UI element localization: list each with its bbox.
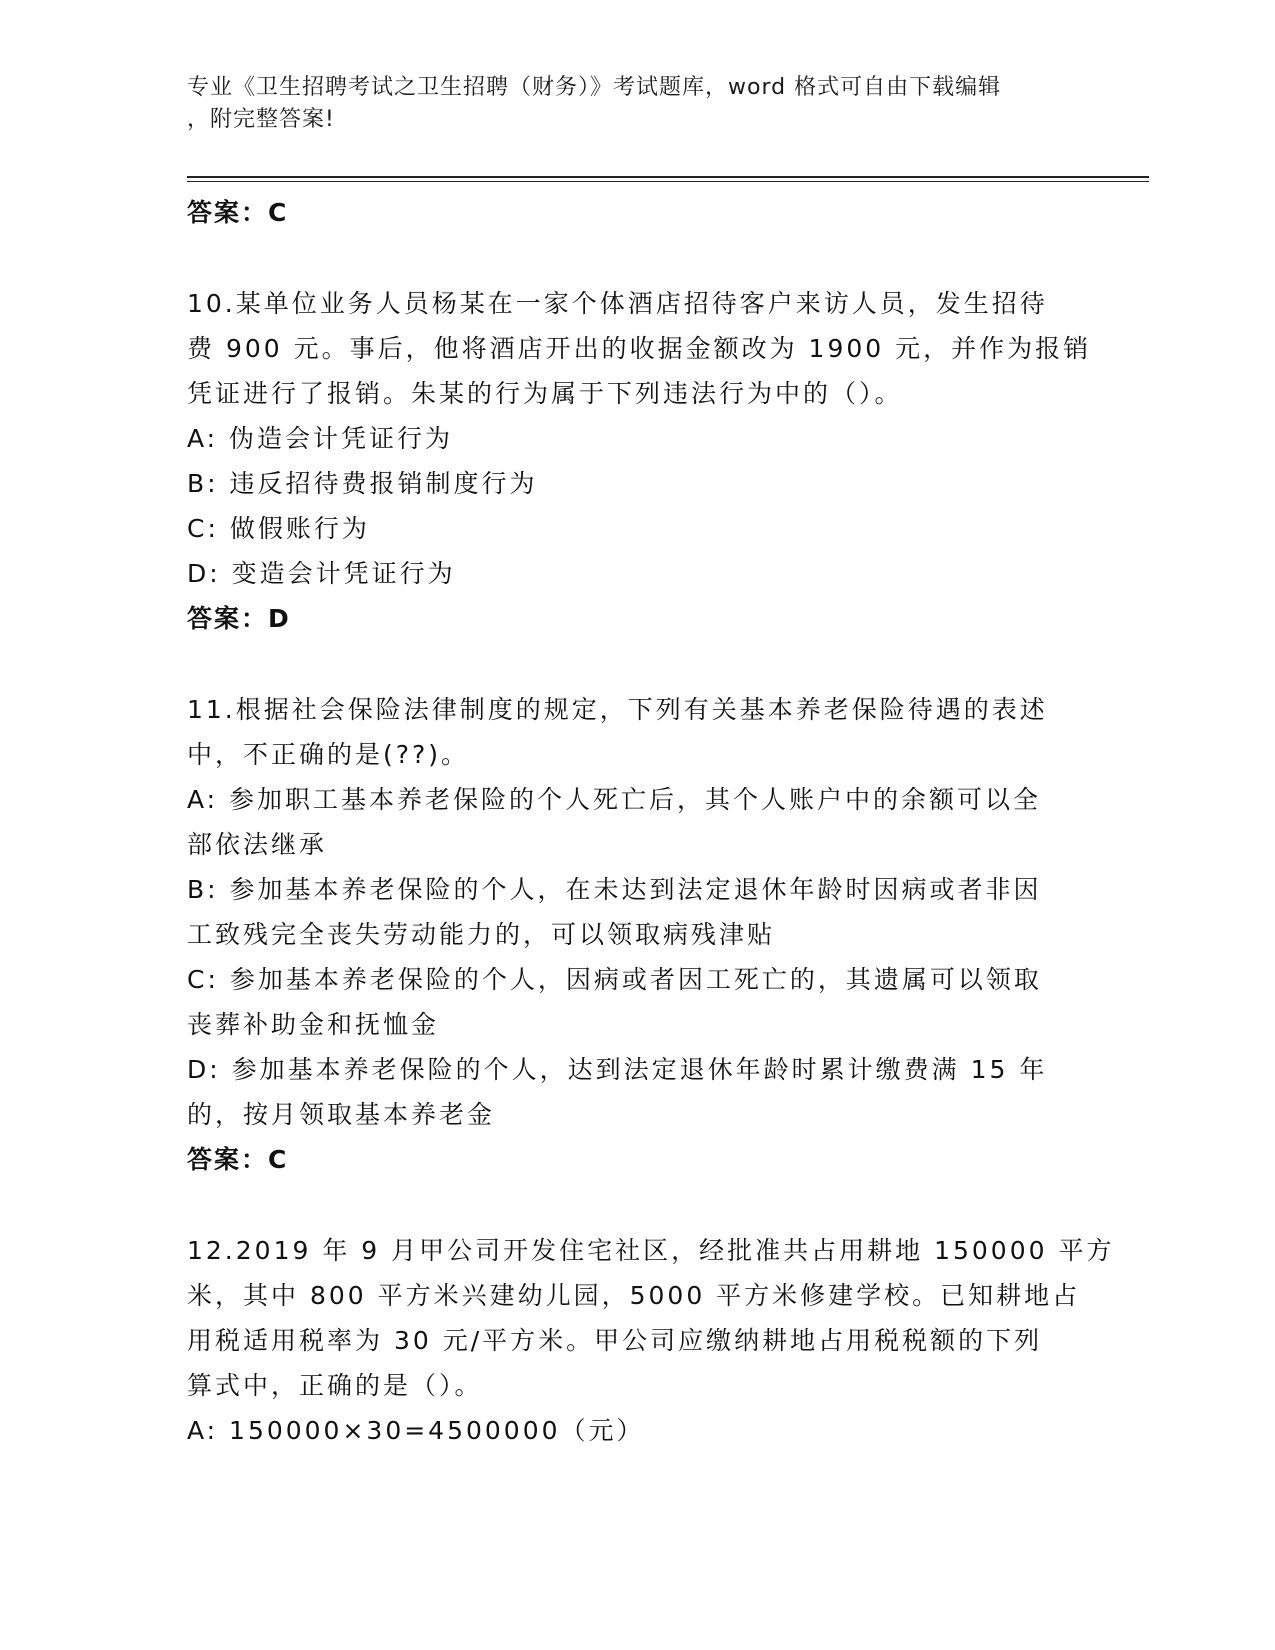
option-b: B: 参加基本养老保险的个人，在未达到法定退休年龄时因病或者非因 [187, 875, 1042, 904]
question-10 [187, 281, 1092, 641]
answer-line: 答案：D [187, 604, 291, 633]
option-a: A: 参加职工基本养老保险的个人死亡后，其个人账户中的余额可以全 [187, 785, 1042, 814]
question-11 [187, 687, 1087, 1182]
header-line: ，附完整答案! [187, 107, 335, 132]
answer-line: 答案：C [187, 1145, 289, 1174]
option-c: C: 参加基本养老保险的个人，因病或者因工死亡的，其遗属可以领取 [187, 965, 1042, 994]
spacer [187, 641, 1087, 687]
option-a: 部依法继承 [187, 830, 328, 859]
question-stem: 中，不正确的是(??)。 [187, 740, 470, 769]
spacer [187, 235, 1087, 281]
option-c: 丧葬补助金和抚恤金 [187, 1010, 440, 1039]
option-d: 的，按月领取基本养老金 [187, 1100, 496, 1129]
document-body [187, 190, 1115, 1453]
option-d: D: 变造会计凭证行为 [187, 559, 456, 588]
question-stem: 12.2019 年 9 月甲公司开发住宅社区，经批准共占用耕地 150000 平方 [187, 1236, 1115, 1265]
question-stem: 凭证进行了报销。朱某的行为属于下列违法行为中的（）。 [187, 379, 903, 408]
header-divider [187, 181, 1149, 182]
question-stem: 算式中，正确的是（）。 [187, 1371, 483, 1400]
question-stem: 米，其中 800 平方米兴建幼儿园，5000 平方米修建学校。已知耕地占 [187, 1281, 1081, 1310]
header-divider [187, 176, 1149, 178]
question-12 [187, 1228, 1115, 1453]
question-stem: 费 900 元。事后，他将酒店开出的收据金额改为 1900 元，并作为报销 [187, 334, 1092, 363]
option-a: A: 伪造会计凭证行为 [187, 424, 454, 453]
spacer [187, 1182, 1087, 1228]
option-c: C: 做假账行为 [187, 514, 370, 543]
option-b: B: 违反招待费报销制度行为 [187, 469, 538, 498]
header-line: 专业《卫生招聘考试之卫生招聘（财务）》考试题库，word 格式可自由下载编辑 [187, 75, 1002, 100]
option-d: D: 参加基本养老保险的个人，达到法定退休年龄时累计缴费满 15 年 [187, 1055, 1048, 1084]
question-stem: 用税适用税率为 30 元/平方米。甲公司应缴纳耕地占用税税额的下列 [187, 1326, 1043, 1355]
question-stem: 10.某单位业务人员杨某在一家个体酒店招待客户来访人员，发生招待 [187, 289, 1048, 318]
question-stem: 11.根据社会保险法律制度的规定，下列有关基本养老保险待遇的表述 [187, 695, 1048, 724]
answer-line: 答案：C [187, 198, 289, 227]
option-b: 工致残完全丧失劳动能力的，可以领取病残津贴 [187, 920, 776, 949]
page-header [187, 72, 1087, 136]
option-a: A: 150000×30=4500000（元） [187, 1416, 645, 1445]
